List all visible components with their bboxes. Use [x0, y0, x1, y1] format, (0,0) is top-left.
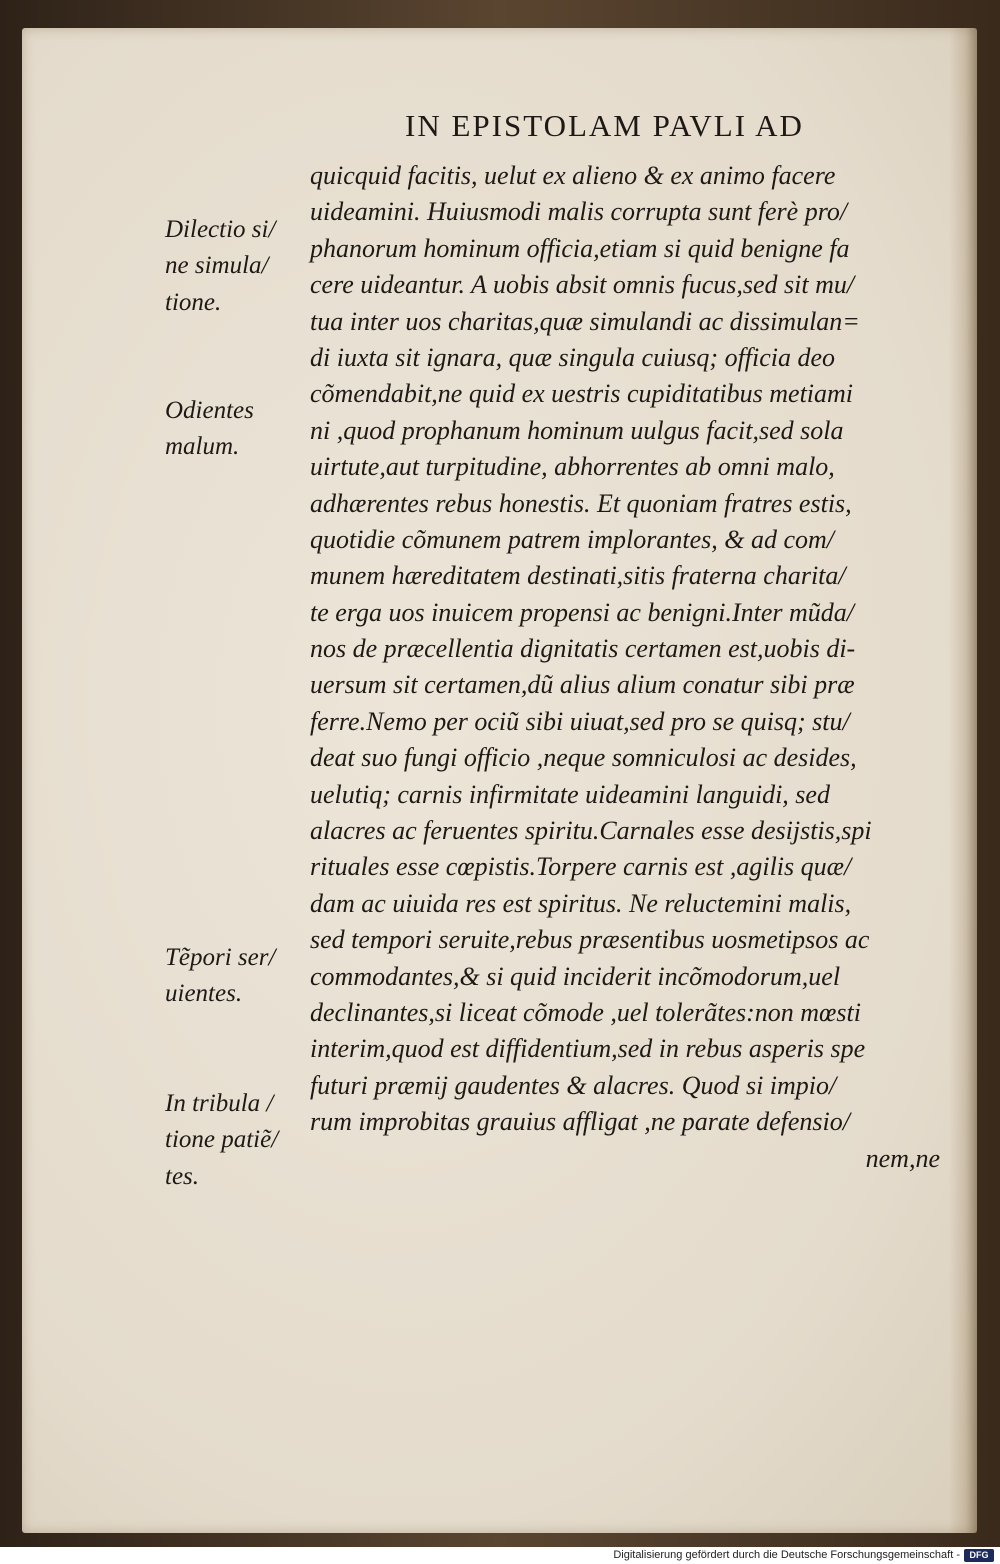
marginal-note-line: tes. — [165, 1162, 200, 1190]
text-line: rituales esse cœpistis.Torpere carnis est ,agilis quæ/ — [310, 852, 852, 882]
text-line: di iuxta sit ignara, quæ singula cuiusq; officia deo — [310, 342, 836, 372]
marginal-note-line: tione patiẽ/ — [165, 1126, 279, 1154]
text-line: tua inter uos charitas,quæ simulandi ac dissimulan= — [310, 306, 860, 336]
text-line: alacres ac feruentes spiritu.Carnales esse desijstis,spi — [310, 816, 872, 846]
marginal-note-tribulatione — [165, 1086, 315, 1195]
text-line: commodantes,& si quid inciderit incõmodorum,uel — [310, 961, 841, 991]
text-line: te erga uos inuicem propensi ac benigni.Inter mũda/ — [310, 597, 854, 627]
text-line: futuri præmij gaudentes & alacres. Quod si impio/ — [310, 1070, 837, 1100]
marginal-note-line: malum. — [165, 433, 240, 461]
catchword: nem,ne — [865, 1143, 940, 1173]
main-text-block — [310, 158, 960, 1177]
text-line: cere uideantur. A uobis absit omnis fucus,sed sit mu/ — [310, 270, 855, 300]
marginal-note-line: ne simula/ — [165, 252, 269, 280]
text-line: quotidie cõmunem patrem implorantes, & ad com/ — [310, 524, 835, 554]
marginal-note-line: Dilectio si/ — [165, 216, 276, 243]
running-head: IN EPISTOLAM PAVLI AD — [405, 108, 804, 143]
text-line: interim,quod est diffidentium,sed in rebus asperis spe — [310, 1034, 866, 1064]
text-line: uersum sit certamen,dũ alius alium conatur sibi præ — [310, 670, 855, 700]
text-line: uideamini. Huiusmodi malis corrupta sunt ferè pro/ — [310, 197, 848, 227]
text-line: ni ,quod prophanum hominum uulgus facit,sed sola — [310, 415, 844, 445]
text-line: deat suo fungi officio ,neque somniculosi ac desides, — [310, 743, 857, 773]
marginal-note-line: uientes. — [165, 980, 243, 1008]
footer-bar — [0, 1547, 1000, 1564]
text-line: dam ac uiuida res est spiritus. Ne reluctemini malis, — [310, 888, 852, 918]
text-line: uirtute,aut turpitudine, abhorrentes ab omni malo, — [310, 452, 835, 482]
marginal-note-odientes — [165, 393, 315, 466]
text-line: quicquid facitis, uelut ex alieno & ex animo facere — [310, 161, 836, 190]
text-line: declinantes,si liceat cõmode ,uel tolerãtes:non mœsti — [310, 997, 861, 1027]
footer-credit: Digitalisierung gefördert durch die Deutsche Forschungsgemeinschaft - — [613, 1549, 960, 1561]
marginal-note-line: Odientes — [165, 397, 254, 424]
marginal-note-tempori — [165, 940, 315, 1013]
text-line: sed tempori seruite,rebus præsentibus uosmetipsos ac — [310, 925, 870, 955]
text-line: phanorum hominum officia,etiam si quid benigne fa — [310, 233, 850, 263]
text-line: nos de præcellentia dignitatis certamen est,uobis di- — [310, 634, 856, 664]
marginal-note-dilectio — [165, 212, 315, 321]
marginal-note-line: In tribula / — [165, 1090, 274, 1117]
text-line: uelutiq; carnis infirmitate uideamini languidi, sed — [310, 779, 830, 809]
text-line: adhærentes rebus honestis. Et quoniam fratres estis, — [310, 488, 852, 518]
dfg-logo: DFG — [964, 1549, 994, 1562]
text-line: ferre.Nemo per ociũ sibi uiuat,sed pro se quisq; stu/ — [310, 706, 850, 736]
marginal-note-line: tione. — [165, 288, 222, 316]
text-line: cõmendabit,ne quid ex uestris cupiditatibus metiami — [310, 379, 854, 409]
text-line: rum improbitas grauius affligat ,ne parate defensio/ — [310, 1107, 850, 1137]
marginal-note-line: Tẽpori ser/ — [165, 944, 276, 971]
text-line: munem hæreditatem destinati,sitis fraterna charita/ — [310, 561, 846, 591]
